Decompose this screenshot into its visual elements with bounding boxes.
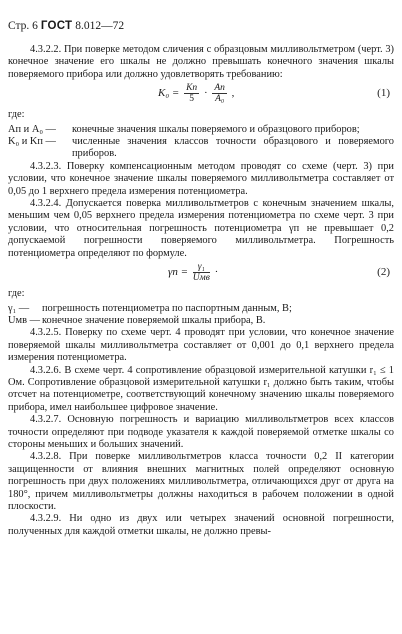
formula1-frac2-bottom: A₀ <box>215 94 225 105</box>
paragraph-4326: 4.3.2.6. В схеме черт. 4 сопротивление образцовой измерительной катушки r₁ ≤ 1 Ом. Сопротивление образцовой измерительной катушки r₁ должно быть таким, чтобы отсчет на потенциометре, соответствующий конечному значению шкалы поверяемого прибора, имел наибольшее цифровое значение. <box>8 364 394 413</box>
formula1-lhs: K₀ = <box>158 87 180 100</box>
formula2-number: (2) <box>377 266 390 279</box>
formula2-tail: · <box>214 266 219 279</box>
formula1-fraction-1 <box>184 83 199 104</box>
definition-item <box>8 315 394 327</box>
formula1-fraction-2 <box>212 83 227 104</box>
formula1-tail: , <box>231 87 235 100</box>
formula1-frac1-top: Kп <box>186 83 198 94</box>
definition-item <box>8 303 394 315</box>
formula1-frac2-top: Aп <box>214 83 225 94</box>
page-label: Стр. 6 <box>8 20 38 32</box>
definition-symbol: K₀ и Kп — <box>8 136 56 148</box>
formula-1 <box>8 81 394 107</box>
formula2-lhs: γп = <box>168 266 189 279</box>
paragraph-4322: 4.3.2.2. При поверке методом сличения с образцовым милливольтметром (черт. 3) конечное значение его шкалы не должно превышать конечного значения шкалы поверяемого прибора или должно удовлетворять требованию: <box>8 44 394 80</box>
paragraph-4327: 4.3.2.7. Основную погрешность и вариацию милливольтметров всех классов точности определяют при подводе указателя к каждой поверяемой отметке шкалы со стороны меньших и больших значений. <box>8 414 394 450</box>
where-label-2: где: <box>8 288 25 300</box>
definition-symbol: Uмв — <box>8 314 40 326</box>
definition-item <box>8 136 394 161</box>
definition-text: конечные значения шкалы поверяемого и образцового приборов; <box>72 123 360 135</box>
definition-symbol: γ₁ — <box>8 302 30 314</box>
formula1-mul: · <box>203 87 208 100</box>
definition-symbol: Aп и A₀ — <box>8 123 56 135</box>
paragraph-4325: 4.3.2.5. Поверку по схеме черт. 4 проводят при условии, что конечное значение поверяемой шкалы милливольтметра составляет от 0,001 до 0,1 верхнего предела измерения потенциометра. <box>8 327 394 364</box>
definitions-2 <box>8 303 394 328</box>
standard-label: ГОСТ <box>40 20 73 32</box>
formula2-fraction <box>193 262 210 283</box>
definition-text: численные значения классов точности образцового и поверяемого приборов. <box>72 136 394 160</box>
page-header <box>8 20 124 32</box>
standard-number: 8.012—72 <box>75 20 125 32</box>
paragraph-4328: 4.3.2.8. При поверке милливольтметров класса точности 0,2 II категории защищенности от влияния внешних магнитных полей определяют основную погрешность при двух положениях милливольтметра, отличающихся друг от друга на 180°, причем милливольтметры должны находиться в рабочем положении в одной плоскости. <box>8 451 394 512</box>
definitions-1 <box>8 124 394 161</box>
paragraph-4323: 4.3.2.3. Поверку компенсационным методом проводят со схеме (черт. 3) при условии, что конечное значение шкалы поверяемого милливольтметра составляет от 0,05 до 1 верхнего предела измерения потенциометра. <box>8 160 394 197</box>
definition-item <box>8 124 394 136</box>
formula-2 <box>8 260 394 286</box>
document-body <box>8 44 394 538</box>
definition-text: погрешность потенциометра по паспортным данным, В; <box>42 302 292 314</box>
formula2-frac-bottom: Uмв <box>192 273 210 284</box>
paragraph-4329: 4.3.2.9. Ни одно из двух или четырех значений основной погрешности, полученных для каждой отметки шкалы, не должно превы- <box>8 513 394 537</box>
formula1-frac1-bottom: 5 <box>189 94 195 105</box>
paragraph-4324: 4.3.2.4. Допускается поверка милливольтметров с конечным значением шкалы, меньшим чем 0,05 верхнего предела измерения потенциометра по схеме черт. 3 при условии, что относительная погрешность потенциометра γп не превышает 0,2 допускаемой погрешности поверяемого милливольтметра. Погрешность потенциометра определяют по формуле. <box>8 198 394 259</box>
formula2-frac-top: γ₁ <box>197 262 205 273</box>
where-label-1: где: <box>8 109 25 121</box>
formula1-number: (1) <box>377 87 390 100</box>
definition-text: конечное значение поверяемой шкалы прибора, В. <box>42 314 266 326</box>
